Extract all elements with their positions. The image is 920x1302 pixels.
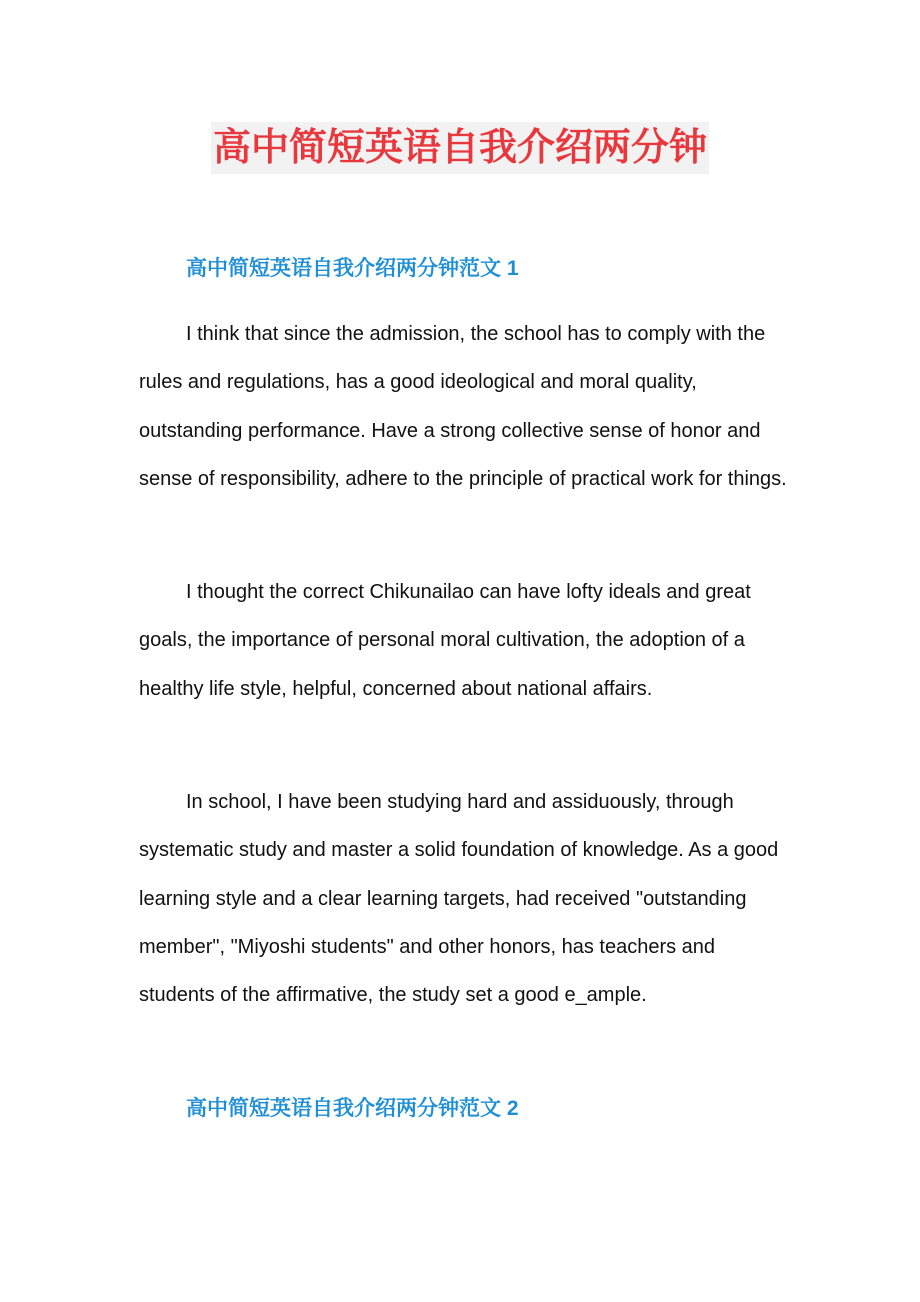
- paragraph-3: In school, I have been studying hard and assiduously, through systematic study and master a solid foundation of knowledge. As a good learning style and a clear learning targets, had received "outstanding member", "Miyoshi students" and other honors, has teachers and students of the affirmative, the study set a good e_ample.: [139, 791, 779, 1007]
- title-container: [0, 122, 920, 174]
- section-heading-1: 高中简短英语自我介绍两分钟范文 1: [186, 257, 519, 280]
- section-heading-2: 高中简短英语自我介绍两分钟范文 2: [186, 1097, 519, 1120]
- document-title: 高中简短英语自我介绍两分钟: [211, 122, 709, 174]
- paragraph-2: I thought the correct Chikunailao can have lofty ideals and great goals, the importance of personal moral cultivation, the adoption of a healthy life style, helpful, concerned about national affairs.: [139, 581, 751, 700]
- paragraph-1: I think that since the admission, the school has to comply with the rules and regulations, has a good ideological and moral quality, outstanding performance. Have a strong collective sense of honor and sense of responsibility, adhere to the principle of practical work for things.: [139, 323, 787, 490]
